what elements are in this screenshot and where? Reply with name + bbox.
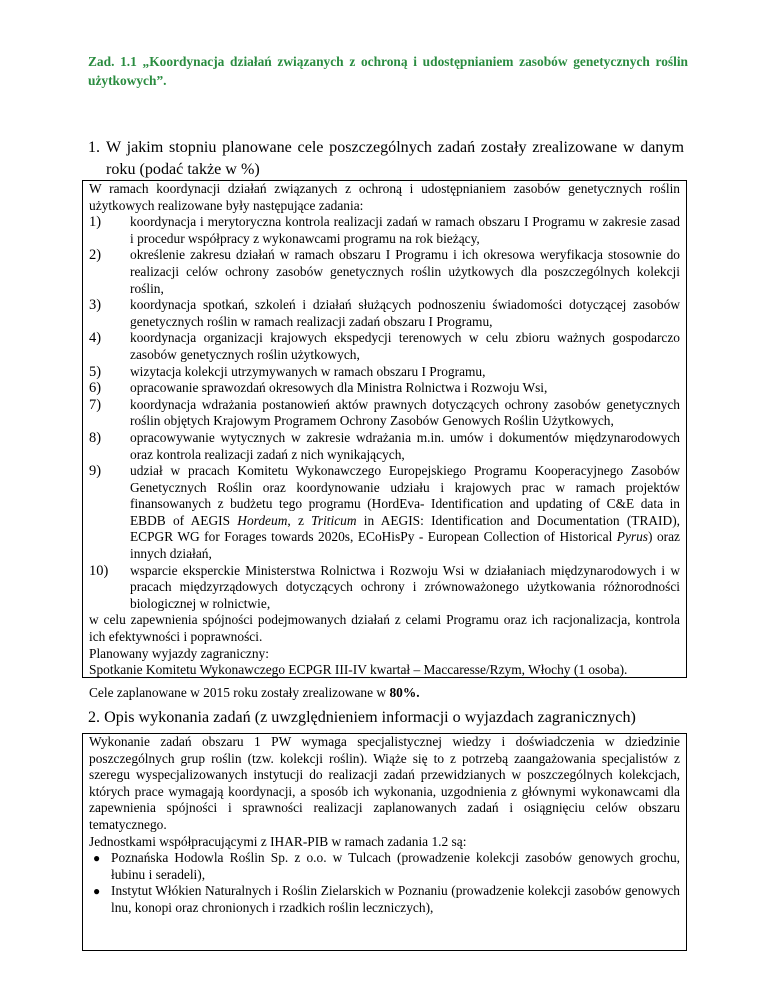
task-list (89, 214, 680, 612)
item-9-triticum: Triticum (311, 512, 357, 528)
list-item-text: wsparcie eksperckie Ministerstwa Rolnictwa i Rozwoju Wsi w działaniach międzynarodowych i w pracach międzyrządowych dotyczących ochrony i zrównoważonego użytkowania różnorodności biologicznej w rolnictwie, (130, 562, 680, 611)
list-item-text: koordynacja spotkań, szkoleń i działań służących podnoszeniu świadomości dotyczącej zasobów genetycznych roślin w ramach realizacji zadań obszaru I Programu, (130, 297, 680, 329)
item-9-part: in AEGIS: Identification and Documentation (TRAID), ECPGR WG for Forages towards 2020s, ECoHisPy - European Collection of Historical (130, 512, 680, 545)
list-item (89, 330, 680, 363)
cooperating-units-list (89, 850, 680, 916)
trip-entry: Spotkanie Komitetu Wykonawczego ECPGR III-IV kwartał – Maccaresse/Rzym, Włochy (1 osoba). (89, 662, 628, 678)
list-item-number: 6) (89, 380, 102, 397)
list-item-text: koordynacja wdrażania postanowień aktów prawnych dotyczących ochrony zasobów genetycznych roślin objętych Krajowym Programem Ochrony Zasobów Genowych Roślin Użytkowych, (130, 396, 680, 429)
trips-label: Planowany wyjazdy zagraniczny: (89, 645, 269, 661)
item-9-part: , z (287, 512, 312, 528)
summary-percentage: 80%. (389, 684, 420, 700)
list-item (89, 850, 680, 883)
list-item (89, 397, 680, 430)
list-item (89, 364, 680, 381)
question-2: 2. Opis wykonania zadań (z uwzględnieniem informacji o wyjazdach zagranicznych) (88, 709, 636, 726)
list-item (89, 380, 680, 397)
list-item-text: opracowanie sprawozdań okresowych dla Ministra Rolnictwa i Rozwoju Wsi, (130, 380, 548, 396)
list-item (89, 430, 680, 463)
bullet-icon: ● (93, 884, 101, 899)
list-item-text: określenie zakresu działań w ramach obszaru I Programu i ich okresowa weryfikacja stosownie do realizacji celów ochrony zasobów genetycznych roślin użytkowych dla poszczególnych kolekcji roślin, (130, 247, 680, 296)
bullet-icon: ● (93, 851, 101, 866)
list-item (89, 247, 680, 297)
answer-1-intro: W ramach koordynacji działań związanych z ochroną i udostępnianiem zasobów genetycznych roślin użytkowych realizowane były następujące zadania: (89, 181, 680, 213)
completion-summary (89, 685, 680, 702)
answer-1-after: w celu zapewnienia spójności podejmowanych działań z celami Programu oraz ich racjonalizacja, kontrola ich efektywności i poprawności. (89, 612, 680, 645)
list-item-number: 9) (89, 463, 102, 480)
list-item (89, 214, 680, 247)
list-item (89, 563, 680, 613)
list-item-number: 10) (89, 562, 109, 579)
list-item-text: Instytut Włókien Naturalnych i Roślin Zielarskich w Poznaniu (prowadzenie kolekcji zasobów genowych lnu, konopi oraz chronionych i rzadkich roślin leczniczych), (111, 883, 680, 915)
list-item (89, 297, 680, 330)
item-9-hordeum: Hordeum (237, 512, 288, 528)
list-item-number: 8) (89, 429, 102, 446)
list-item (89, 883, 680, 916)
cooperating-units-label: Jednostkami współpracującymi z IHAR-PIB w ramach zadania 1.2 są: (89, 833, 467, 849)
list-item-text: opracowywanie wytycznych w zakresie wdrażania m.in. umów i dokumentów międzynarodowych oraz kontrola realizacji zadań z nich wynikających, (130, 429, 680, 462)
item-9-part: ) oraz innych działań, (130, 529, 680, 562)
list-item-number: 1) (89, 214, 102, 231)
list-item-number: 5) (89, 363, 102, 380)
question-1-number: 1. (88, 139, 101, 156)
question-1 (88, 137, 684, 181)
answer-box-2 (82, 733, 687, 951)
list-item-number: 4) (89, 330, 102, 347)
question-1-text: W jakim stopniu planowane cele poszczególnych zadań zostały zrealizowane w danym roku (podać także w %) (106, 139, 684, 178)
list-item-text: koordynacja i merytoryczna kontrola realizacji zadań w ramach obszaru I Programu w zakresie zasad i procedur współpracy z wykonawcami programu na rok bieżący, (130, 214, 680, 246)
list-item-text: wizytacja kolekcji utrzymywanych w ramach obszaru I Programu, (130, 363, 486, 379)
item-9-part: udział w pracach Komitetu Wykonawczego Europejskiego Programu Kooperacyjnego Zasobów Genetycznych Roślin oraz koordynowanie udziału i krajowych prac w ramach projektów finansowanych z budżetu tego programu (HordEva- Identification and updating of C&E data in EBDB of AEGIS (130, 463, 680, 528)
summary-text: Cele zaplanowane w 2015 roku zostały zrealizowane w (89, 684, 390, 700)
answer-2-paragraph: Wykonanie zadań obszaru 1 PW wymaga specjalistycznej wiedzy i doświadczenia w dziedzinie poszczególnych grup roślin (tzw. kolekcji roślin). Wiąże się to z potrzebą zaangażowania specjalistów z szeregu wyspecjalizowanych instytucji do realizacji zadań przewidzianych w poszczególnych kolekcjach, których prace wymagają koordynacji, a sposób ich wykonania, uzgodnienia z głównymi wykonawcami dla zapewnienia spójności i sprawności realizacji zaplanowanych zadań i osiągnięciu celów obszaru tematycznego. (89, 734, 680, 832)
task-title: Zad. 1.1 „Koordynacja działań związanych z ochroną i udostępnianiem zasobów genetycznych roślin użytkowych”. (88, 54, 688, 88)
list-item (89, 463, 680, 563)
list-item-number: 7) (89, 396, 102, 413)
list-item-text (130, 463, 680, 563)
list-item-text: koordynacja organizacji krajowych ekspedycji terenowych w celu zbioru ważnych gospodarczo zasobów genetycznych roślin użytkowych, (130, 330, 680, 362)
item-9-pyrus: Pyrus (616, 529, 649, 545)
list-item-number: 3) (89, 297, 102, 314)
list-item-text: Poznańska Hodowla Roślin Sp. z o.o. w Tulcach (prowadzenie kolekcji zasobów genowych grochu, łubinu i seradeli), (111, 850, 680, 882)
list-item-number: 2) (89, 247, 102, 264)
answer-box-1 (82, 180, 687, 700)
